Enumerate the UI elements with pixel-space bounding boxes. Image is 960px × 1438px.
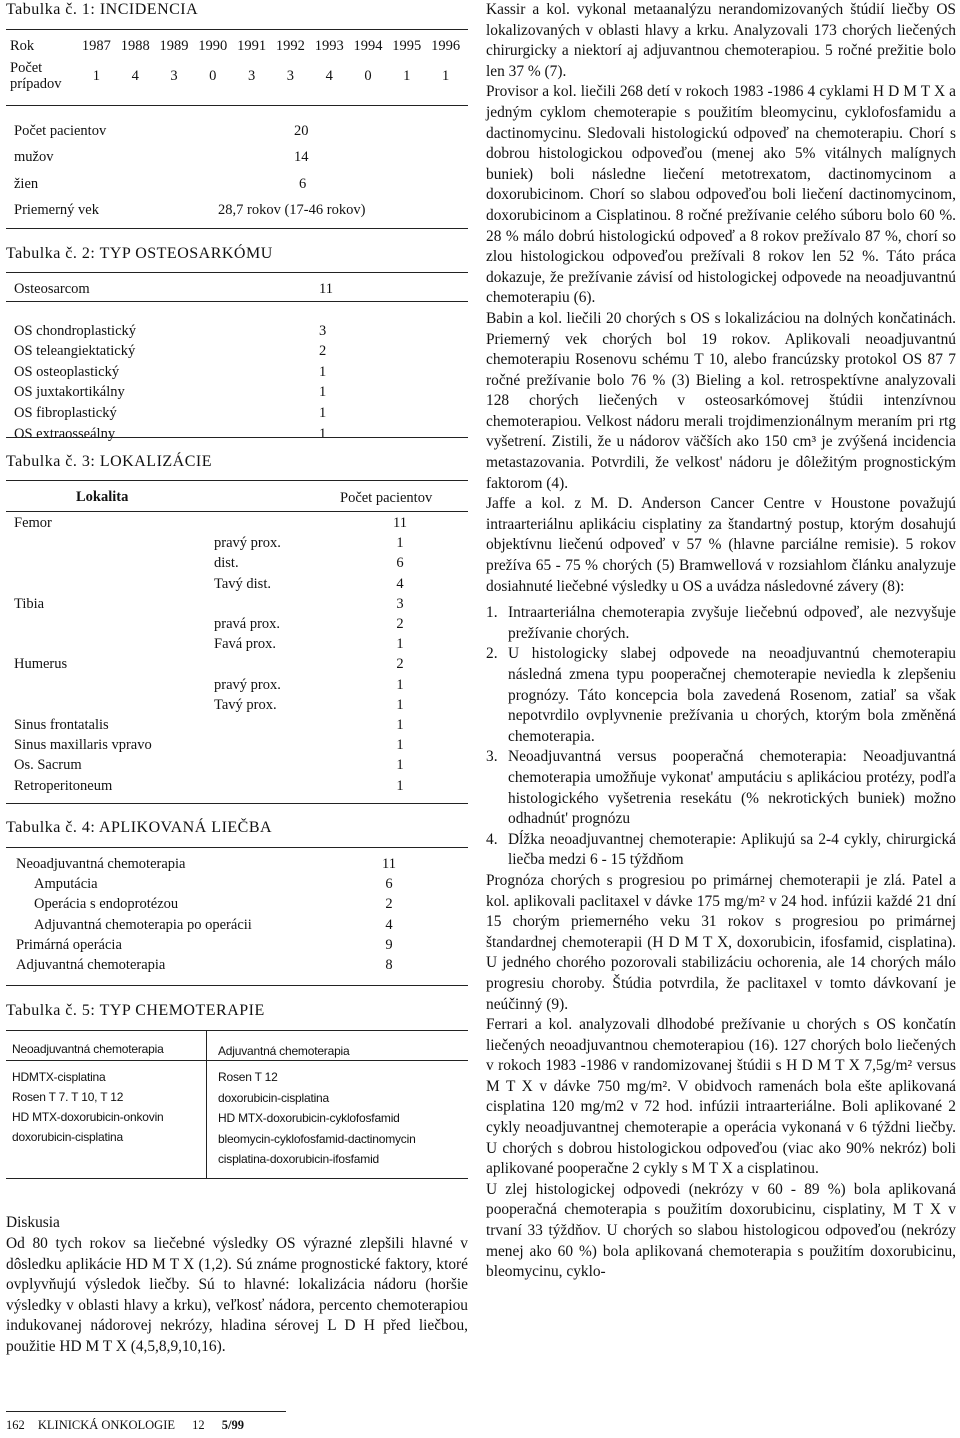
location-label: Os. Sacrum [14, 757, 82, 774]
count-cell: 0 [209, 68, 217, 84]
treatment-count: 8 [385, 957, 393, 973]
footer-page-number: 162 [6, 1418, 25, 1432]
osteosarcoma-type-count: 2 [319, 343, 327, 360]
table3-head-lokalita: Lokalita [76, 489, 129, 505]
table4-caption: Tabulka č. 4: APLIKOVANÁ LIEČBA [6, 819, 273, 836]
neoadjuvant-regimen: HDMTX-cisplatina [12, 1070, 106, 1084]
table1-incidence-grid [6, 29, 468, 104]
location-side: pravý prox. [214, 535, 281, 552]
list-text: Neoadjuvantná versus pooperačná chemoterapia: Neoadjuvantná chemoterapia umožňuje vykonat' amputáciu s aplikáciou protézy, podľa histologického vyšetrenia resekátu (% nekrotických buniek) možno odhadnút' prognózu [508, 748, 956, 828]
location-count: 1 [396, 636, 404, 653]
summary-value-patients: 20 [294, 123, 309, 139]
table5-head-left: Neoadjuvantná chemoterapia [12, 1042, 164, 1056]
treatment-label: Adjuvantná chemoterapia [16, 957, 166, 973]
count-cell: 1 [403, 68, 411, 84]
table5-left-list [12, 1067, 164, 1147]
osteosarcoma-type-count: 11 [319, 281, 333, 297]
location-side: Tavý prox. [214, 696, 277, 713]
osteosarcoma-type-count: 1 [319, 363, 327, 380]
location-side: pravá prox. [214, 616, 281, 632]
treatment-count: 11 [382, 856, 396, 872]
table4-top-rule [6, 847, 468, 848]
table-row [14, 737, 454, 757]
year-cell: 1995 [392, 38, 422, 54]
count-cell: 3 [247, 68, 256, 84]
summary-label-women: žien [14, 176, 39, 192]
summary-value-men: 14 [294, 149, 309, 165]
footer-issue: 5/99 [221, 1418, 244, 1432]
table3-top-rule [6, 480, 468, 481]
list-number: 4. [486, 830, 498, 848]
treatment-count: 2 [385, 896, 393, 913]
osteosarcoma-type-label: OS juxtakortikálny [14, 384, 125, 401]
location-count: 1 [396, 737, 404, 754]
paragraph-babin: Babin a kol. liečili 20 chorých s OS s lokalizáciou na dolných končatinách. Priemerný vek chorých bol 19 rokov. Aplikovali neoadjuvantnú chemoterapiu Rosenovu schému T 10, alebo francúzsky protokol OS 87 7 ročné prežívanie bolo 76 % (3) Bieling a kol. retrospektívne analyzovali 128 chorých liečených v osteosarkómovej štúdii intenzívnou chemoterapiou. Velkost nádoru merali trojdimenzionálnym meraním pri rtg vyšetrení. Zistili, že u nádorov väčších ako 150 cm³ je zvýšená incidencia metastazovania. Potvrdili, že velkost' nádoru je dôležitým prognostickým faktorom (4). [486, 309, 956, 492]
location-label: Humerus [14, 656, 68, 673]
table-row [14, 778, 454, 798]
table-row [14, 636, 454, 656]
count-cell: 0 [364, 68, 372, 84]
year-cell: 1991 [237, 38, 267, 54]
location-label: Femor [14, 515, 52, 531]
paragraph-ferrari: Ferrari a kol. analyzovali dlhodobé prežívanie u chorých s OS končatín liečených neoadjuvantnou chemoterapiou (16). 127 chorých bolo liečených v rokoch 1983 -1986 v randomizovanej štúdii s H D M T X 7,5g/m² versus M T X v dávke 750 mg/m². V obidvoch ramenách bola ešte aplikovaná cisplatina 120 mg/m2 v 72 hod. infúzii intraarteriálne. Boli aplikované 2 cykly neoadjuvantnej chemoterapie a operácia vykonaná v 6 týždni liečby. U chorých s dobrou histologickou odpoveďou (viac ako 90% nekróz) boli aplikované pooperačne 2 cykly s M T X a cisplatinou. [486, 1016, 956, 1178]
year-cell: 1990 [198, 38, 228, 54]
table-row [14, 576, 454, 596]
table1-caption: Tabulka č. 1: INCIDENCIA [6, 1, 199, 18]
neoadjuvant-regimen: HD MTX-doxorubicin-onkovin [12, 1110, 164, 1124]
table-row [14, 677, 454, 697]
table1-bottom-rule [6, 228, 468, 229]
osteosarcoma-type-label: OS teleangiektatický [14, 343, 136, 360]
table-row [14, 616, 454, 636]
list-item [486, 830, 956, 871]
table-row [14, 555, 454, 575]
treatment-count: 9 [385, 936, 393, 953]
list-number: 1. [486, 604, 498, 622]
location-label: Tibia [14, 595, 45, 612]
count-cell: 3 [170, 68, 178, 84]
treatment-count: 6 [385, 876, 393, 893]
location-count: 1 [396, 535, 404, 552]
list-item [486, 747, 956, 829]
table-row [14, 697, 454, 717]
location-count: 4 [396, 575, 404, 592]
footer-journal: KLINICKÁ ONKOLOGIE [37, 1418, 176, 1432]
location-side: dist. [214, 555, 239, 572]
footer-rule [6, 1411, 286, 1412]
adjuvant-regimen: doxorubicin-cisplatina [218, 1090, 329, 1105]
footer-volume: 12 [192, 1418, 205, 1432]
treatment-label: Operácia s endoprotézou [34, 896, 179, 913]
adjuvant-regimen: Rosen T 12 [218, 1070, 278, 1084]
neoadjuvant-regimen: Rosen T 7. T 10, T 12 [12, 1090, 124, 1104]
location-count: 1 [396, 676, 404, 693]
table3-head-pocet: Počet pacientov [340, 490, 433, 506]
location-label: Retroperitoneum [14, 777, 113, 794]
osteosarcoma-type-count: 3 [319, 322, 327, 339]
paragraph-patel: Prognóza chorých s progresiou po primárnej chemoterapii je zlá. Patel a kol. aplikovali paclitaxel v dávke 175 mg/m² v 24 hod. infúzii každé 21 dní 15 chorým priemerného veku 31 rokov s progresiou po primárnej štandardnej chemoterapii (H D M T X, doxorubicin, ifosfamid, cisplatina). U jedného chorého pozorovali stabilizáciu ochorenia, ale 14 chorých málo progresiu choroby. Štúdia potvrdila, že paclitaxel v tomto dávkovaní je neúčinný (9). [486, 871, 956, 1013]
table-row [14, 535, 454, 555]
osteosarcoma-type-count: 1 [319, 425, 327, 442]
year-cell: 1988 [120, 38, 150, 54]
table5-grid [6, 1030, 468, 1178]
location-count: 1 [396, 757, 404, 774]
list-text: Intraarteriálna chemoterapia zvyšuje liečebnú odpoveď, ale nezvyšuje prežívanie chorých. [508, 604, 956, 642]
location-label: Sinus maxillaris vpravo [14, 737, 152, 754]
list-item [486, 603, 956, 644]
table5-head-rule [6, 1060, 468, 1061]
summary-label-men: mužov [14, 149, 54, 165]
list-text: Dĺžka neoadjuvantnej chemoterapie: Aplikujú sa 2-4 cykly, chirurgická liečba medzi 6 - 15 týždňom [508, 830, 956, 869]
conclusions-list [486, 603, 956, 871]
list-number: 3. [486, 748, 498, 766]
table3-caption: Tabulka č. 3: LOKALIZÁCIE [6, 453, 212, 470]
location-count: 2 [396, 616, 404, 632]
location-side: Tavý dist. [214, 575, 271, 592]
table2-bottom-rule [6, 437, 468, 438]
list-item [486, 644, 956, 747]
location-count: 1 [396, 696, 404, 713]
location-side: pravý prox. [214, 676, 281, 693]
osteosarcoma-type-label: Osteosarcom [14, 281, 90, 297]
table2-top-rule [6, 272, 468, 273]
paragraph-provisor: Provisor a kol. liečili 268 detí v rokoch 1983 -1986 4 cyklami H D M T X a jedným cyklom chemoterapie s použitím bleomycinu, cyklofosfamidu a dactinomycinu. Sledovali histologickú odpoveď na chemoterapiu. Chorí s dobrou histologickou odpoveďou (menej ako 5% vitálnych malígnych buniek) boli následne liečení metotrexatom, dactinomycinom a doxorubicinom. Chorí so slabou odpoveďou boli liečení dactinomycinom, doxorubicinom a Cisplatinou. 8 ročné prežívanie celého súboru bolo 60 %. 28 % málo dobrú histologickú odpoveď a 8 rokov prežívalo 87 %, chorí so zlou histologickou odpoveďou prežívali 8 rokov len 52 %. Táto práca dokazuje, že prežívanie závisí od histologickej odpovede na neoadjuvantnú chemoterapiu (6). [486, 83, 956, 307]
summary-label-patients: Počet pacientov [14, 123, 107, 139]
right-column [486, 0, 956, 1283]
table1-mid-rule [6, 105, 468, 106]
osteosarcoma-type-count: 1 [319, 405, 327, 421]
count-cell: 1 [441, 68, 450, 84]
year-cell: 1996 [431, 38, 461, 54]
table1-summary [14, 123, 454, 223]
neoadjuvant-regimen: doxorubicin-cisplatina [12, 1130, 123, 1144]
pocet-label: Počet prípadov [10, 60, 62, 92]
year-cell: 1992 [275, 38, 305, 54]
osteosarcoma-type-count: 1 [319, 384, 327, 401]
table2-body [14, 281, 454, 442]
location-count: 1 [396, 777, 404, 794]
adjuvant-regimen: bleomycin-cyklofosfamid-dactinomycin [218, 1131, 416, 1146]
adjuvant-regimen: HD MTX-doxorubicin-cyklofosfamid [218, 1111, 400, 1125]
table-row [14, 656, 454, 676]
treatment-count: 4 [385, 916, 393, 933]
table5-head-right: Adjuvantná chemoterapia [218, 1044, 350, 1058]
table5-right-list [218, 1067, 416, 1170]
location-count: 3 [396, 595, 404, 612]
location-count: 11 [393, 515, 407, 531]
summary-label-age: Priemerný vek [14, 202, 99, 218]
count-cell: 4 [325, 68, 333, 84]
treatment-label: Amputácia [34, 876, 98, 893]
table-row [14, 757, 454, 777]
table5-caption: Tabulka č. 5: TYP CHEMOTERAPIE [6, 1002, 265, 1019]
table5-divider [206, 1030, 207, 1178]
table4-bottom-rule [6, 985, 468, 986]
table5-bottom-rule [6, 1178, 468, 1179]
table3-body [14, 515, 454, 800]
table3-bottom-rule [6, 803, 468, 804]
location-count: 1 [396, 717, 404, 733]
paragraph-kassir: Kassir a kol. vykonal metaanalýzu nerandomizovaných štúdií liečby OS lokalizovaných v oblasti hlavy a krku. Analyzovali 173 chorých liečených chirurgicky a niektorí aj adjuvantnou chemoterapiou. 5 ročné prežitie bolo len 37 % (7). [486, 1, 956, 80]
osteosarcoma-type-label: OS chondroplastický [14, 322, 137, 339]
table4-body [16, 856, 456, 981]
list-text: U histologicky slabej odpovede na neoadjuvantnú chemoterapiu následná zmena typu pooperačnej chemoterapie neviedla k zlepšeniu prognózy. Táto koncepcia bola zavedená Rosenom, zatiaľ sa však nepotvrdilo ovplyvnenie prežívania u chorých, ktorým bola změněná chemoterapia. [508, 645, 956, 745]
paragraph-poor-response: U zlej histologickej odpovedi (nekrózy v 60 - 89 %) bola aplikovaná pooperačná chemoterapia s použitím doxorubicinu, cisplatiny, M T X v trvaní 33 týždňov. U chorých so slabou histologicou odpoveďou (nekrózy menej ako 60 %) bola aplikovaná chemoterapia s použitím doxorubicinu, bleomycinu, cyklo- [486, 1180, 956, 1281]
treatment-label: Neoadjuvantná chemoterapia [16, 856, 186, 872]
table2-caption: Tabulka č. 2: TYP OSTEOSARKÓMU [6, 245, 273, 262]
count-cell: 4 [131, 68, 139, 84]
list-number: 2. [486, 645, 498, 663]
osteosarcoma-type-label: OS osteoplastický [14, 363, 120, 380]
location-side: Favá prox. [214, 636, 277, 653]
table3-head-rule [6, 511, 468, 512]
osteosarcoma-type-label: OS fibroplastický [14, 405, 117, 421]
location-label: Sinus frontatalis [14, 717, 109, 733]
treatment-label: Adjuvantná chemoterapia po operácii [34, 916, 252, 933]
summary-value-age: 28,7 rokov (17-46 rokov) [218, 202, 366, 218]
diskusia-text: Od 80 tych rokov sa liečebné výsledky OS výrazné zlepšili hlavné v dôsledku aplikácie HD M T X (1,2). Sú známe prognostické faktory, ktoré ovplyvňujú výsledok liečby. Sú to hlavné: lokalizácia nádoru (horšie výsledky v oblasti hlavy a krku), veľkosť nádora, percento chemoterapiou indukovanej nádorovej nekrózy, hladina sérovej L D H před liečbou, použitie HD M T X (4,5,8,9,10,16). [6, 1235, 468, 1355]
summary-value-women: 6 [299, 176, 307, 192]
location-count: 6 [396, 555, 404, 572]
year-cell: 1993 [314, 38, 344, 54]
table2-row-rule [6, 301, 468, 302]
rok-label: Rok [10, 38, 35, 54]
osteosarcoma-type-label: OS extraosseálny [14, 425, 116, 442]
treatment-label: Primárná operácia [16, 936, 122, 953]
table-row [14, 596, 454, 616]
year-cell: 1987 [81, 38, 111, 54]
location-count: 2 [396, 656, 404, 673]
paragraph-jaffe: Jaffe a kol. z M. D. Anderson Cancer Centre v Houstone považujú intraarteriálnu aplikáciu cisplatiny za štandartný postup, ktorým dosahujú objektívnu liečenú odpoveď v 57 % (hlavne parciálne remisie). 5 rokov prežíva 65 - 75 % chorých (5) Bramwellová v rozsiahlom článku analyzuje dosiahnuté liečebné výsledky u OS a uvádza následovné závery (8): [486, 495, 956, 595]
table-row [14, 717, 454, 737]
year-cell: 1989 [159, 38, 189, 54]
diskusia-heading: Diskusia [6, 1214, 60, 1231]
count-cell: 3 [286, 68, 295, 84]
footer [6, 1418, 244, 1433]
adjuvant-regimen: cisplatina-doxorubicin-ifosfamid [218, 1152, 380, 1166]
count-cell: 1 [92, 68, 101, 84]
table-row [14, 515, 454, 535]
year-cell: 1994 [353, 38, 383, 54]
